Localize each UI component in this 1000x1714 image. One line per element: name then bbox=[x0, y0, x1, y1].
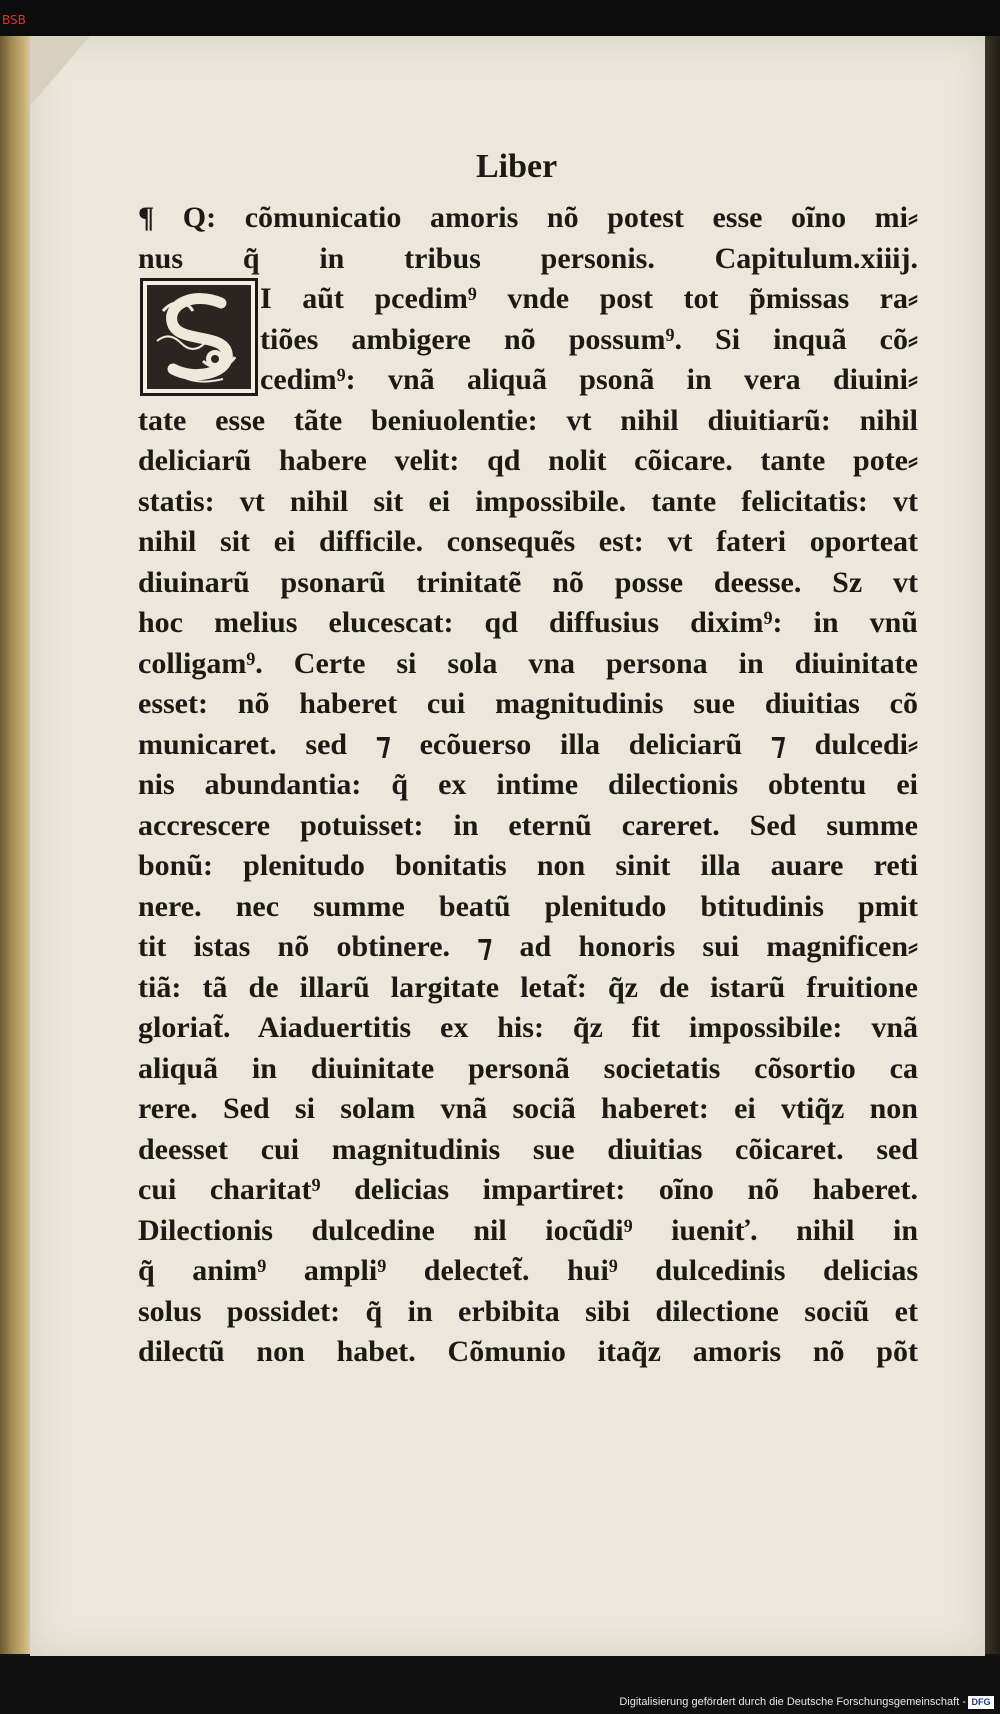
text-block bbox=[138, 198, 918, 1373]
page-corner-fold bbox=[30, 36, 90, 106]
text-line: deliciarũ habere velit: qd nolit cõicare. tante pote⸗ bbox=[138, 444, 918, 477]
text-line: dilectũ non habet. Cõmunio itaq̃z amoris nõ põt bbox=[138, 1335, 918, 1368]
book-edge-right bbox=[985, 36, 1000, 1654]
text-line: hoc melius elucescat: qd diffusius dixim⁹: in vnũ bbox=[138, 606, 918, 639]
text-line: bonũ: plenitudo bonitatis non sinit illa auare reti bbox=[138, 849, 918, 882]
library-mark: BSB bbox=[2, 13, 26, 27]
text-line: nere. nec summe beatũ plenitudo btitudinis pmit bbox=[138, 889, 918, 923]
bottom-bar bbox=[0, 1656, 1000, 1714]
text-line: nihil sit ei difficile. consequẽs est: vt fateri oporteat bbox=[138, 525, 918, 558]
text-line: tate esse tãte beniuolentie: vt nihil diuitiarũ: nihil bbox=[138, 403, 918, 437]
text-line: ¶ Q: cõmunicatio amoris nõ potest esse oĩno mi⸗ bbox=[138, 201, 918, 234]
text-line: I aũt pcedim⁹ vnde post tot p̃missas ra⸗ bbox=[260, 282, 918, 315]
text-line: tiões ambigere nõ possum⁹. Si inquã cõ⸗ bbox=[260, 322, 918, 356]
running-head: Liber bbox=[476, 148, 558, 185]
text-line: statis: vt nihil sit ei impossibile. tante felicitatis: vt bbox=[138, 484, 918, 518]
text-line: municaret. sed ⁊ ecõuerso illa deliciarũ ⁊ dulcedi⸗ bbox=[138, 727, 918, 761]
text-line: nis abundantia: q̃ ex intime dilectionis obtentu ei bbox=[138, 768, 918, 801]
text-line: nus q̃ in tribus personis. Capitulum.xiiij. bbox=[138, 241, 918, 275]
text-line: tiã: tã de illarũ largitate letat̃: q̃z de istarũ fruitione bbox=[138, 970, 918, 1004]
dfg-logo: DFG bbox=[968, 1696, 994, 1709]
text-line: aliquã in diuinitate personã societatis cõsortio ca bbox=[138, 1051, 918, 1085]
book-edge-left bbox=[0, 36, 30, 1654]
text-line: colligam⁹. Certe si sola vna persona in diuinitate bbox=[138, 646, 918, 680]
text-line: gloriat̃. Aiaduertitis ex his: q̃z fit impossibile: vnã bbox=[138, 1011, 918, 1044]
text-line: q̃ anim⁹ ampli⁹ delectet̃. hui⁹ dulcedinis delicias bbox=[138, 1254, 918, 1287]
text-line: diuinarũ psonarũ trinitatẽ nõ posse deesse. Sz vt bbox=[138, 565, 918, 599]
text-line: tit istas nõ obtinere. ⁊ ad honoris sui magnificen⸗ bbox=[138, 930, 918, 963]
text-line: rere. Sed si solam vnã sociã haberet: ei vtiq̃z non bbox=[138, 1092, 918, 1125]
text-line: cedim⁹: vnã aliquã psonã in vera diuini⸗ bbox=[260, 363, 918, 396]
funding-credit: Digitalisierung gefördert durch die Deutsche Forschungsgemeinschaft - bbox=[619, 1696, 966, 1708]
text-line: solus possidet: q̃ in erbibita sibi dilectione sociũ et bbox=[138, 1294, 918, 1328]
text-line: Dilectionis dulcedine nil iocũdi⁹ iueniť. nihil in bbox=[138, 1213, 918, 1247]
text-line: deesset cui magnitudinis sue diuitias cõicaret. sed bbox=[138, 1132, 918, 1166]
top-bar bbox=[0, 0, 1000, 36]
text-line: esset: nõ haberet cui magnitudinis sue diuitias cõ bbox=[138, 687, 918, 720]
text-line: cui charitat⁹ delicias impartiret: oĩno nõ haberet. bbox=[138, 1173, 918, 1206]
text-line: accrescere potuisset: in eternũ careret. Sed summe bbox=[138, 808, 918, 842]
